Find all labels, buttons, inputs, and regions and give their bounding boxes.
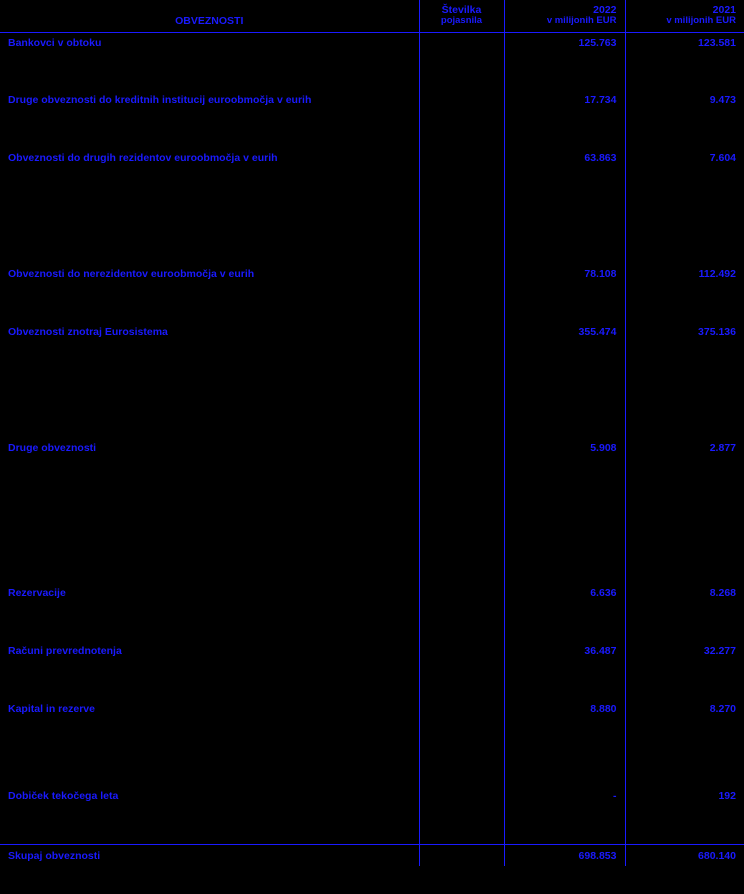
- row-note-number: [419, 641, 504, 699]
- row-amount-2021: 8.268: [625, 583, 744, 641]
- table-row: [0, 641, 744, 699]
- row-note-number: [419, 699, 504, 786]
- note-header-line1: Številka: [441, 4, 482, 16]
- row-amount-2021: 375.136: [625, 322, 744, 438]
- row-note-number: [419, 32, 504, 90]
- row-amount-2022: -: [504, 786, 625, 844]
- table-row: [0, 264, 744, 322]
- table-row: [0, 322, 744, 438]
- table-row: [0, 699, 744, 786]
- row-amount-2021: 112.492: [625, 264, 744, 322]
- row-note-number: [419, 786, 504, 844]
- row-note-number: [419, 90, 504, 148]
- total-label: Skupaj obveznosti: [0, 844, 419, 866]
- row-label: Obveznosti do drugih rezidentov euroobmočja v eurih: [0, 148, 419, 264]
- row-amount-2022: 5.908: [504, 438, 625, 583]
- row-label: Bankovci v obtoku: [0, 32, 419, 90]
- row-note-number: [419, 438, 504, 583]
- column-header-liabilities: OBVEZNOSTI: [0, 0, 419, 32]
- year-2021-label: 2021: [712, 4, 736, 16]
- row-amount-2022: 6.636: [504, 583, 625, 641]
- total-amount-2022: 698.853: [504, 844, 625, 866]
- row-note-number: [419, 148, 504, 264]
- row-amount-2022: 125.763: [504, 32, 625, 90]
- table-row: [0, 438, 744, 583]
- row-label: Računi prevrednotenja: [0, 641, 419, 699]
- row-amount-2021: 8.270: [625, 699, 744, 786]
- total-amount-2021: 680.140: [625, 844, 744, 866]
- row-amount-2021: 7.604: [625, 148, 744, 264]
- table-row: [0, 583, 744, 641]
- row-label: Dobiček tekočega leta: [0, 786, 419, 844]
- table-row: [0, 786, 744, 844]
- row-amount-2022: 78.108: [504, 264, 625, 322]
- column-header-note: [419, 0, 504, 32]
- row-note-number: [419, 322, 504, 438]
- note-header-line2: pojasnila: [440, 15, 483, 27]
- total-note-number: [419, 844, 504, 866]
- column-header-2022: [504, 0, 625, 32]
- header-row: [0, 0, 744, 32]
- row-label: Kapital in rezerve: [0, 699, 419, 786]
- year-2021-unit: v milijonih EUR: [666, 15, 736, 27]
- row-amount-2022: 63.863: [504, 148, 625, 264]
- row-label: Obveznosti do nerezidentov euroobmočja v eurih: [0, 264, 419, 322]
- row-note-number: [419, 264, 504, 322]
- row-amount-2022: 36.487: [504, 641, 625, 699]
- row-label: Obveznosti znotraj Eurosistema: [0, 322, 419, 438]
- row-amount-2021: 192: [625, 786, 744, 844]
- row-amount-2022: 355.474: [504, 322, 625, 438]
- table-body: [0, 32, 744, 866]
- row-amount-2021: 2.877: [625, 438, 744, 583]
- table-row: [0, 90, 744, 148]
- row-note-number: [419, 583, 504, 641]
- row-label: Rezervacije: [0, 583, 419, 641]
- row-amount-2022: 8.880: [504, 699, 625, 786]
- row-amount-2021: 32.277: [625, 641, 744, 699]
- table-row: [0, 148, 744, 264]
- year-2022-unit: v milijonih EUR: [546, 15, 617, 27]
- row-amount-2021: 9.473: [625, 90, 744, 148]
- table-header: [0, 0, 744, 32]
- row-label: Druge obveznosti do kreditnih institucij euroobmočja v eurih: [0, 90, 419, 148]
- table-row-total: [0, 844, 744, 866]
- column-header-2021: [625, 0, 744, 32]
- row-amount-2022: 17.734: [504, 90, 625, 148]
- row-amount-2021: 123.581: [625, 32, 744, 90]
- year-2022-label: 2022: [593, 4, 617, 16]
- row-label: Druge obveznosti: [0, 438, 419, 583]
- table-row: [0, 32, 744, 90]
